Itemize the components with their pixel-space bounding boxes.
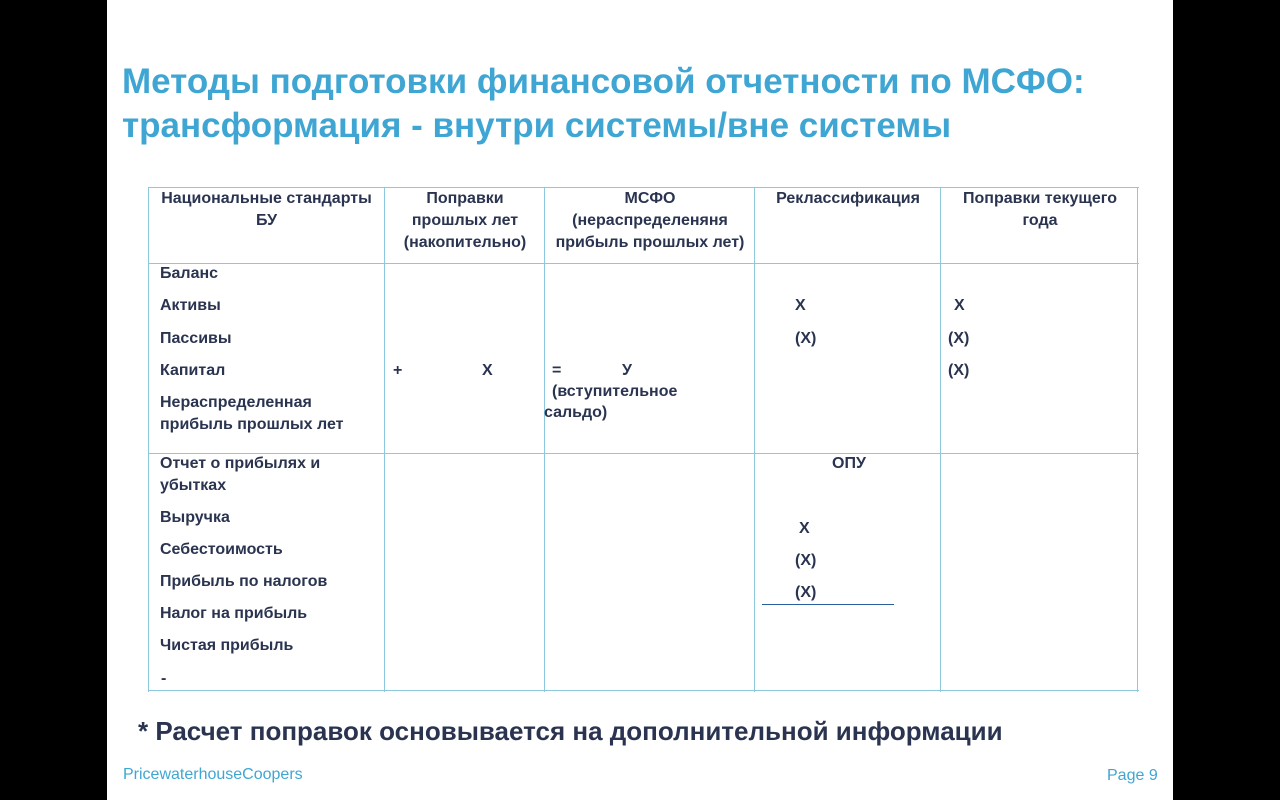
header-text: (нераспределеняня: [572, 212, 728, 229]
label-line: убытках: [160, 477, 227, 494]
row-label-cost: Себестоимость: [160, 541, 283, 558]
header-current-adjustments: [941, 188, 1139, 232]
header-prior-adjustments: [385, 188, 545, 254]
opening-balance-line-1: (вступительное: [552, 383, 678, 400]
total-underline: [762, 604, 894, 605]
current-liabilities-value: (Х): [948, 330, 970, 347]
table-border-right: [1137, 187, 1138, 692]
reclass-profit-value: (Х): [795, 584, 817, 601]
header-text: Национальные стандарты: [161, 190, 372, 207]
header-text: МСФО: [624, 190, 676, 207]
header-text: (накопительно): [403, 234, 527, 251]
header-divider: [148, 263, 1139, 264]
footnote: * Расчет поправок основывается на дополнительной информации: [138, 716, 1003, 746]
ifrs-value: У: [622, 362, 632, 379]
opening-balance-line-2: сальдо): [544, 404, 608, 421]
plus-sign: +: [393, 362, 403, 379]
column-divider-2: [544, 187, 545, 692]
equals-sign: =: [552, 362, 562, 379]
opu-label: ОПУ: [832, 455, 866, 472]
label-line: Нераспределенная: [160, 394, 312, 411]
row-label-net-profit: Чистая прибыль: [160, 637, 294, 654]
prior-adjustment-value: Х: [482, 362, 493, 379]
row-label-revenue: Выручка: [160, 509, 230, 526]
row-label-assets: Активы: [160, 297, 221, 314]
current-assets-value: Х: [954, 297, 965, 314]
row-label-pretax-profit: Прибыль по налогов: [160, 573, 328, 590]
label-line: прибыль прошлых лет: [160, 416, 344, 433]
header-national-standards: [148, 188, 385, 232]
header-text: Реклассификация: [776, 190, 920, 207]
title-line-1: Методы подготовки финансовой отчетности по МСФО:: [122, 62, 1085, 101]
row-label-dash: -: [161, 670, 167, 687]
footer-page-number: Page 9: [1107, 767, 1158, 784]
header-reclassification: [755, 188, 941, 210]
slide-title: [122, 60, 1162, 148]
title-line-2: трансформация - внутри системы/вне системы: [122, 106, 952, 145]
reclass-revenue-value: Х: [799, 520, 810, 537]
header-text: Поправки: [426, 190, 504, 207]
footer-company: PricewaterhouseCoopers: [123, 766, 303, 783]
column-divider-3: [754, 187, 755, 692]
row-label-balance: Баланс: [160, 265, 219, 282]
reclass-cost-value: (Х): [795, 552, 817, 569]
header-text: БУ: [255, 212, 278, 229]
table-border-bottom: [148, 690, 1139, 691]
reclass-liabilities-value: (Х): [795, 330, 817, 347]
row-label-income-tax: Налог на прибыль: [160, 605, 308, 622]
header-text: Поправки текущего: [963, 190, 1117, 207]
header-ifrs: [545, 188, 755, 254]
table-border-left: [148, 187, 149, 692]
row-label-liabilities: Пассивы: [160, 330, 232, 347]
header-text: прошлых лет: [411, 212, 519, 229]
header-text: года: [1022, 212, 1058, 229]
column-divider-4: [940, 187, 941, 692]
row-label-retained-earnings: [160, 392, 343, 436]
row-label-equity: Капитал: [160, 362, 226, 379]
header-text: прибыль прошлых лет): [555, 234, 745, 251]
reclass-assets-value: Х: [795, 297, 806, 314]
row-label-income-statement: [160, 453, 320, 497]
label-line: Отчет о прибылях и: [160, 455, 321, 472]
current-equity-value: (Х): [948, 362, 970, 379]
column-divider-1: [384, 187, 385, 692]
